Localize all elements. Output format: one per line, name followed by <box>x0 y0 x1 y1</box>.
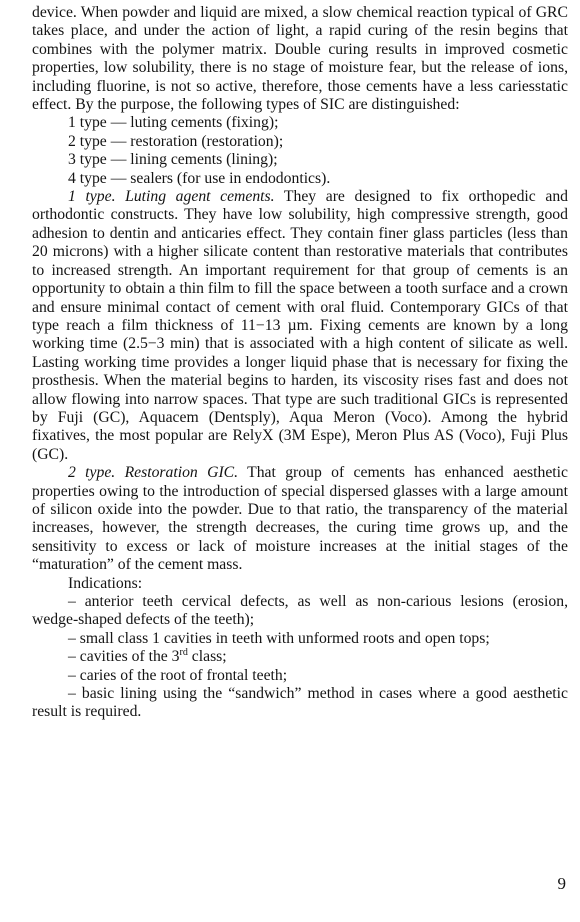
type-item-4: 4 type — sealers (for use in endodontics). <box>68 169 331 187</box>
type1-paragraph <box>32 188 568 464</box>
type1-body: They are designed to fix orthopedic and orthodontic constructs. They have low solubility, high compressive strength, good adhesion to dentin and anticaries effect. They contain finer glass particles (less than 20 microns) with a higher silicate content than restorative materials that contributes to increased strength. An important requirement for that group of cements is an opportunity to obtain a thin film to fill the space between a tooth surface and a crown and ensure minimal contact of cement with oral fluid. Contemporary GICs of that type reach a film thickness of 11−13 µm. Fixing cements are known by a long working time (2.5−3 min) that is associated with a high content of silicate as well. Lasting working time provides a longer liquid phase that is necessary for fixing the prosthesis. When the material begins to harden, its viscosity rises fast and does not allow flowing into narrow spaces. That type are such traditional GICs is represented by Fuji (GC), Aquacem (Dentsply), Aqua Meron (Voco). Among the hybrid fixatives, the most popular are RelyX (3M Espe), Meron Plus AS (Voco), Fuji Plus (GC). <box>32 188 569 463</box>
indication-item-3-suffix: class; <box>187 648 227 666</box>
indication-item-1: – anterior teeth cervical defects, as well as non-carious lesions (erosion, wedge-shaped defects of the teeth); <box>32 593 568 629</box>
document-page <box>32 4 568 722</box>
types-list <box>32 114 568 188</box>
type1-heading: 1 type. Luting agent cements. <box>68 188 275 206</box>
type-item-1: 1 type — luting cements (fixing); <box>68 114 279 132</box>
indication-item-2: – small class 1 cavities in teeth with unformed roots and open tops; <box>68 629 490 647</box>
indication-item-5: – basic lining using the “sandwich” method in cases where a good aesthetic result is required. <box>32 685 568 721</box>
indication-item-3-text: – cavities of the 3 <box>68 648 180 666</box>
indication-item-3-superscript: rd <box>179 647 188 659</box>
indications-list <box>32 593 568 722</box>
type-item-2: 2 type — restoration (restoration); <box>68 132 284 150</box>
type2-paragraph <box>32 464 568 574</box>
indications-label: Indications: <box>68 574 143 592</box>
intro-paragraph: device. When powder and liquid are mixed, a slow chemical reaction typical of GRC takes place, and under the action of light, a rapid curing of the resin begins that combines with the polymer matrix. Double curing results in improved cosmetic properties, low solubility, there is no stage of moisture fear, but the release of ions, including fluorine, is not so active, therefore, those cements have a less cariesstatic effect. By the purpose, the following types of SIC are distinguished: <box>32 4 568 114</box>
type-item-3: 3 type — lining cements (lining); <box>68 151 278 169</box>
indication-item-4: – caries of the root of frontal teeth; <box>68 666 288 684</box>
indication-item-3 <box>32 648 568 666</box>
type2-body: That group of cements has enhanced aesthetic properties owing to the introduction of special dispersed glasses with a large amount of silicon oxide into the powder. Due to that ratio, the transparency of the material increases, however, the strength decreases, the curing time grows up, and the sensitivity to excess or lack of moisture increases at the initial stages of the “maturation” of the cement mass. <box>32 464 568 574</box>
page-number: 9 <box>557 874 566 893</box>
type2-heading: 2 type. Restoration GIC. <box>68 464 239 482</box>
